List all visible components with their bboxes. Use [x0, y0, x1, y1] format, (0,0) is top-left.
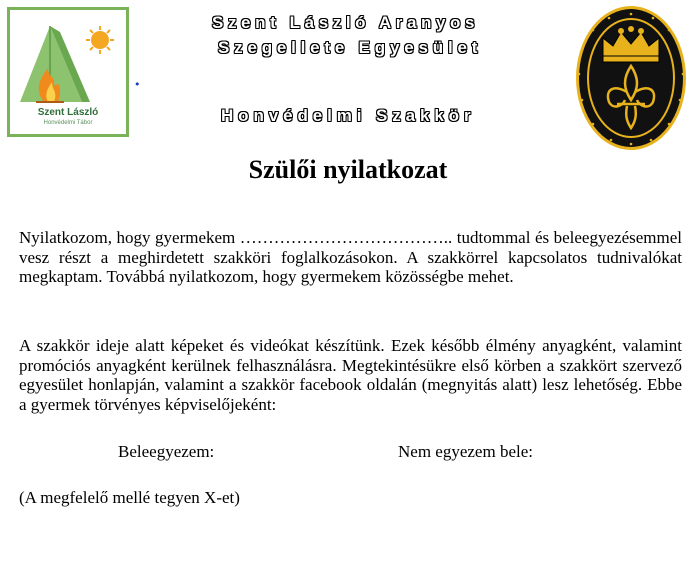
org-name-line1: Szent László Aranyos	[212, 13, 480, 32]
org-name-line2: Szegellete Egyesület	[218, 38, 483, 57]
bullet-mark: •	[134, 78, 141, 91]
instruction-note: (A megfelelő mellé tegyen X-et)	[19, 488, 240, 507]
media-consent-paragraph: A szakkör ideje alatt képeket és videókat készítünk. Ezek később élmény anyagként, valamint promóciós anyagként kerülnek felhasználásra. Megtekintésükre első körben a szakkört szervező egyesület honlapján, valamint a szakkör facebook oldalán (megnyitás alatt) lesz lehetőség. Ebbe a gyermek törvényes képviselőjeként:	[19, 336, 682, 415]
fleur-de-lis-crest-icon	[573, 4, 689, 152]
document-title: Szülői nyilatkozat	[248, 155, 448, 184]
logo-name: Szent László	[37, 107, 99, 118]
logo-subtitle: Honvédelmi Tábor	[43, 120, 93, 126]
sun-icon	[86, 26, 114, 54]
camp-logo	[7, 7, 129, 137]
group-name: Honvédelmi Szakkör	[221, 106, 476, 125]
declaration-paragraph: Nyilatkozom, hogy gyermekem ……………………………….. tudtommal és beleegyezésemmel vesz részt a meghirdetett szakköri foglalkozásokon. A szakkörrel kapcsolatos tudnivalókat megkaptam. Továbbá nyilatkozom, hogy gyermekem közösségbe mehet.	[19, 228, 682, 287]
consent-no-option: Nem egyezem bele:	[398, 442, 533, 461]
association-emblem	[573, 4, 689, 152]
consent-yes-option: Beleegyezem:	[118, 442, 215, 461]
